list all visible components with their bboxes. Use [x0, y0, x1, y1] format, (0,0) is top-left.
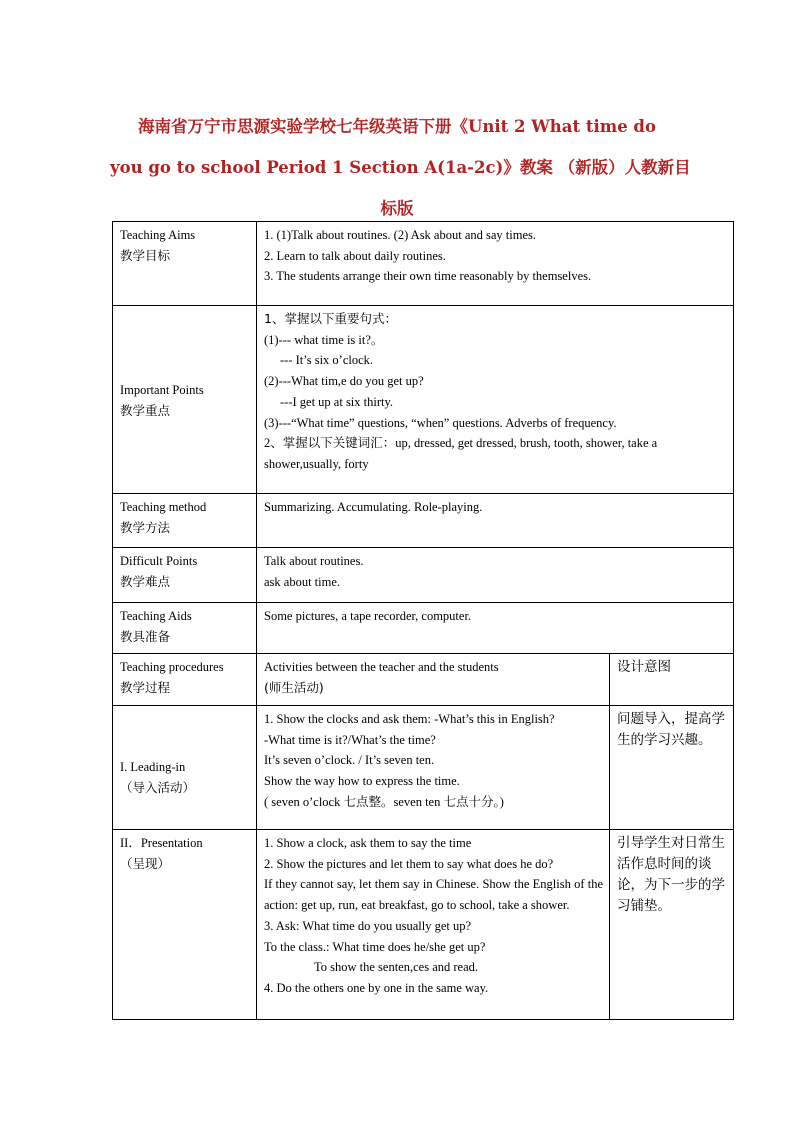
title-line-3: 标版: [380, 199, 414, 218]
point-line: ---I get up at six thirty.: [280, 394, 394, 409]
method-text: Summarizing. Accumulating. Role-playing.: [264, 500, 483, 514]
activities-header-cn: (师生活动): [264, 679, 324, 695]
point-line: --- It’s six o’clock.: [280, 353, 374, 368]
row-teaching-aids: [113, 603, 734, 654]
point-line: (3)---“What time” questions, “when” questions. Adverbs of frequency.: [264, 415, 617, 430]
point-line: (2)---What tim,e do you get up?: [264, 374, 424, 389]
lesson-plan-table: [112, 221, 734, 1020]
difficult-line: ask about time.: [264, 574, 341, 589]
label-cn: 教学重点: [120, 403, 171, 418]
label-cell: [113, 494, 257, 548]
label-cn: （呈现）: [120, 855, 171, 871]
row-presentation: [113, 830, 734, 1020]
design-cell: [610, 830, 734, 1020]
activity-line: 2. Show the pictures and let them to say what does he do?: [264, 856, 554, 871]
row-important-points: [113, 306, 734, 494]
label-en: II．Presentation: [120, 836, 203, 850]
document-title: [110, 106, 691, 229]
label-en: Teaching Aims: [120, 228, 196, 242]
label-cell: [113, 306, 257, 494]
label-cell: [113, 706, 257, 830]
label-cell: [113, 654, 257, 706]
aim-line: 1. (1)Talk about routines. (2) Ask about and say times.: [264, 228, 536, 242]
label-en: I. Leading-in: [120, 760, 186, 775]
label-en: Teaching Aids: [120, 609, 192, 623]
label-en: Difficult Points: [120, 554, 198, 568]
aids-text: Some pictures, a tape recorder, computer.: [264, 609, 472, 623]
label-cn: 教学难点: [120, 573, 171, 589]
activity-line: -What time is it?/What’s the time?: [264, 732, 436, 747]
row-difficult-points: [113, 548, 734, 603]
activity-cell: [257, 830, 610, 1020]
activity-line: To show the senten,ces and read.: [314, 960, 479, 975]
label-cell: [113, 830, 257, 1020]
content-cell: [257, 494, 734, 548]
content-cell: [257, 306, 734, 494]
label-cn: 教学过程: [120, 679, 171, 695]
design-cell: [610, 706, 734, 830]
label-cell: [113, 222, 257, 306]
title-line-2: you go to school Period 1 Section A(1a-2c)》教案 （新版）人教新目: [110, 158, 691, 177]
design-text: 引导学生对日常生活作息时间的谈论，为下一步的学习铺垫。: [617, 835, 725, 914]
row-teaching-method: [113, 494, 734, 548]
row-teaching-aims: [113, 222, 734, 306]
design-header-cell: [610, 654, 734, 706]
activity-line: Show the way how to express the time.: [264, 774, 460, 789]
point-line: 2、掌握以下关键词汇：up, dressed, get dressed, brush, tooth, shower, take a shower,usually, forty: [264, 436, 658, 471]
label-cn: 教学方法: [120, 519, 171, 535]
content-cell: [257, 222, 734, 306]
label-cn: 教具准备: [120, 628, 171, 644]
label-cell: [113, 548, 257, 603]
design-text: 问题导入，提高学生的学习兴趣。: [617, 711, 725, 748]
activity-cell: [257, 706, 610, 830]
difficult-line: Talk about routines.: [264, 554, 364, 568]
label-en: Teaching procedures: [120, 660, 224, 674]
activity-line: 1. Show a clock, ask them to say the time: [264, 836, 472, 850]
activity-line: To the class.: What time does he/she get up?: [264, 939, 486, 954]
activity-line: If they cannot say, let them say in Chinese. Show the English of the action: get up, run, eat breakfast, go to school, take a shower.: [264, 877, 603, 913]
aim-line: 3. The students arrange their own time reasonably by themselves.: [264, 269, 592, 284]
label-en: Important Points: [120, 383, 204, 398]
point-line: 1、掌握以下重要句式：: [264, 311, 397, 326]
title-line-1: 海南省万宁市思源实验学校七年级英语下册《Unit 2 What time do: [138, 117, 656, 136]
row-leading-in: [113, 706, 734, 830]
activity-line: 1. Show the clocks and ask them: -What’s this in English?: [264, 712, 555, 726]
label-cn: （导入活动）: [120, 780, 196, 795]
activities-header-cell: [257, 654, 610, 706]
activity-line: ( seven o’clock 七点整。seven ten 七点十分。): [264, 794, 504, 809]
point-line: (1)--- what time is it?。: [264, 332, 384, 347]
activities-header: Activities between the teacher and the students: [264, 660, 499, 674]
content-cell: [257, 548, 734, 603]
row-teaching-procedures: [113, 654, 734, 706]
label-en: Teaching method: [120, 500, 207, 514]
aim-line: 2. Learn to talk about daily routines.: [264, 248, 446, 263]
content-cell: [257, 603, 734, 654]
design-header: 设计意图: [617, 659, 671, 675]
activity-line: 4. Do the others one by one in the same way.: [264, 980, 489, 995]
activity-line: It’s seven o’clock. / It’s seven ten.: [264, 753, 435, 768]
activity-line: 3. Ask: What time do you usually get up?: [264, 918, 472, 933]
label-cell: [113, 603, 257, 654]
label-cn: 教学目标: [120, 247, 171, 263]
